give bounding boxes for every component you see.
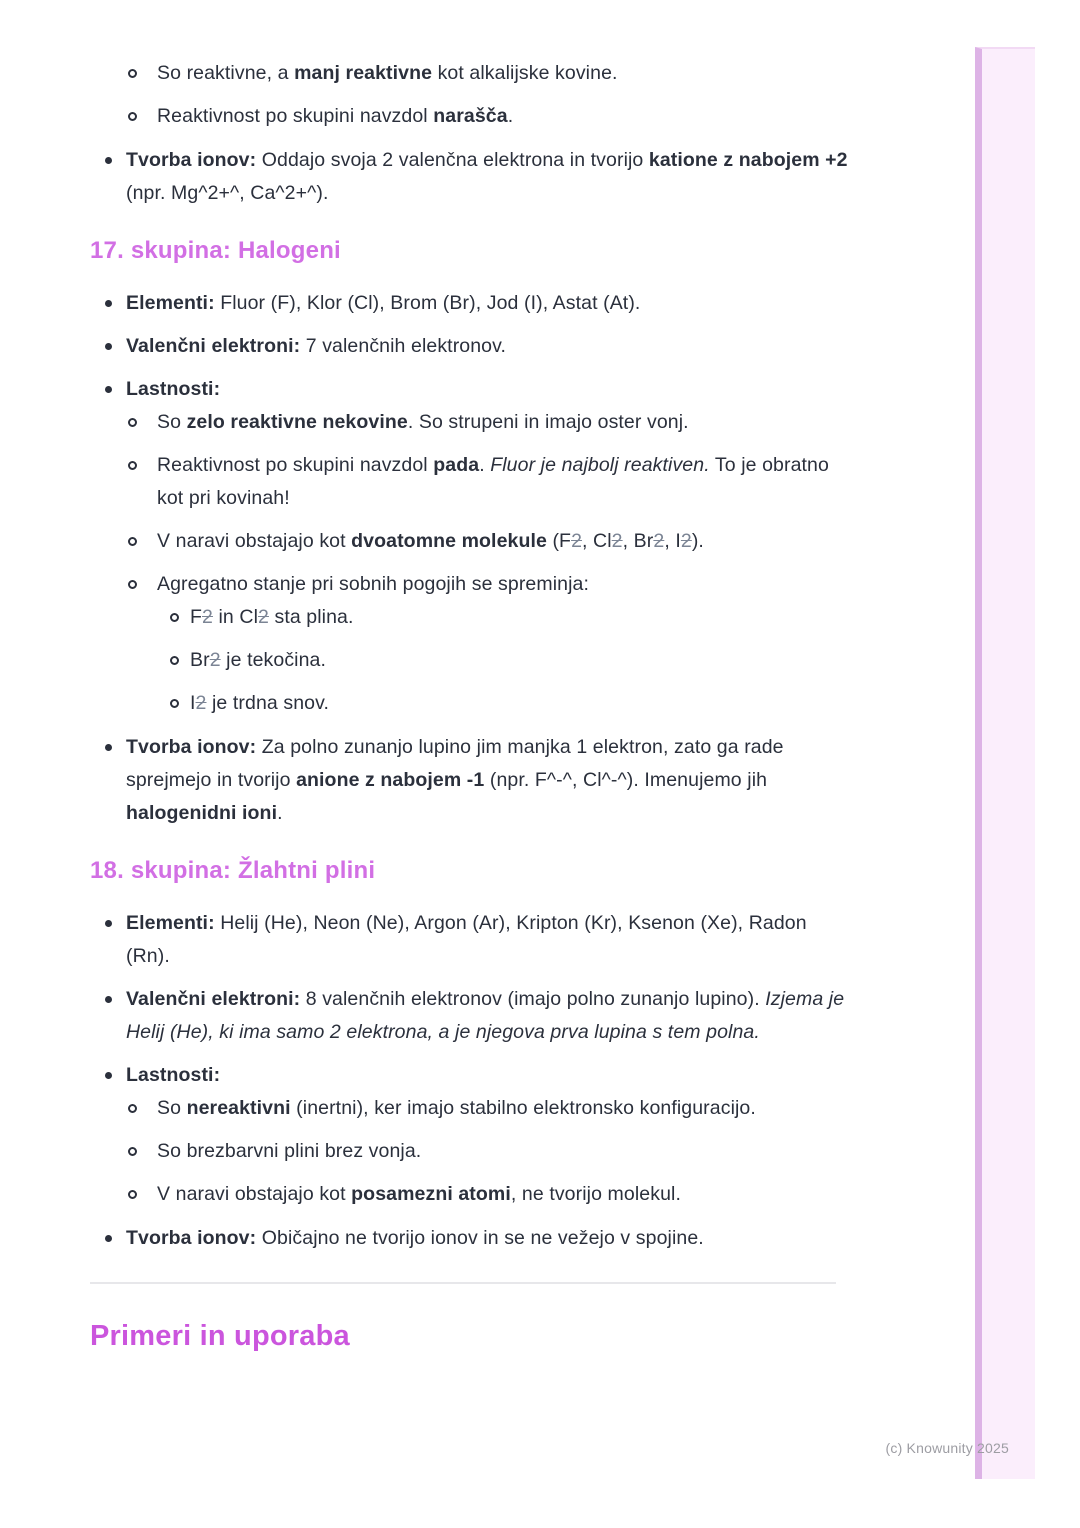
list-item xyxy=(90,144,852,210)
solid-dot-bullet-icon xyxy=(105,300,112,307)
list-item-text: V naravi obstajajo kot dvoatomne molekule (F2, Cl2, Br2, I2). xyxy=(157,530,704,552)
list-item xyxy=(90,1092,852,1125)
open-circle-bullet-icon xyxy=(128,537,137,546)
page-title-primeri-in-uporaba: Primeri in uporaba xyxy=(90,1320,350,1352)
copyright-watermark: (c) Knowunity 2025 xyxy=(885,1440,1009,1456)
list-item-text: Lastnosti: xyxy=(126,1064,221,1086)
open-circle-bullet-icon xyxy=(128,69,137,78)
list-item xyxy=(90,449,852,515)
decorative-sidebar xyxy=(975,47,1035,1479)
list-item-text: So nereaktivni (inertni), ker imajo stabilno elektronsko konfiguracijo. xyxy=(157,1097,756,1119)
list-item xyxy=(90,406,852,439)
list-item-text: Reaktivnost po skupini navzdol narašča. xyxy=(157,105,514,127)
list-item xyxy=(90,1178,852,1211)
list-item xyxy=(90,568,852,601)
solid-dot-bullet-icon xyxy=(105,1235,112,1242)
list-item-text: So zelo reaktivne nekovine. So strupeni in imajo oster vonj. xyxy=(157,411,689,433)
list-item xyxy=(90,373,852,406)
list-item-text: Tvorba ionov: Oddajo svoja 2 valenčna elektrona in tvorijo katione z nabojem +2 (npr. Mg^2+^, Ca^2+^). xyxy=(126,149,848,204)
section-heading-group-17: 17. skupina: Halogeni xyxy=(90,237,341,264)
list-item xyxy=(90,330,852,363)
open-circle-bullet-icon xyxy=(170,613,179,622)
solid-dot-bullet-icon xyxy=(105,744,112,751)
list-item-text: Agregatno stanje pri sobnih pogojih se spreminja: xyxy=(157,573,589,595)
open-circle-bullet-icon xyxy=(128,418,137,427)
list-item xyxy=(90,287,852,320)
solid-dot-bullet-icon xyxy=(105,343,112,350)
list-item-text: Valenčni elektroni: 8 valenčnih elektronov (imajo polno zunanjo lupino). Izjema je Helij (He), ki ima samo 2 elektrona, a je njegova prva lupina s tem polna. xyxy=(126,988,845,1043)
list-item xyxy=(90,1059,852,1092)
section-divider xyxy=(90,1282,836,1284)
list-item-text: Valenčni elektroni: 7 valenčnih elektronov. xyxy=(126,335,507,357)
solid-dot-bullet-icon xyxy=(105,920,112,927)
section-heading-group-18: 18. skupina: Žlahtni plini xyxy=(90,857,376,884)
list-item-text: So reaktivne, a manj reaktivne kot alkalijske kovine. xyxy=(157,62,618,84)
list-item-text: V naravi obstajajo kot posamezni atomi, ne tvorijo molekul. xyxy=(157,1183,681,1205)
list-item xyxy=(90,907,852,973)
list-item xyxy=(90,1135,852,1168)
list-item xyxy=(90,983,852,1049)
list-item xyxy=(90,687,852,720)
solid-dot-bullet-icon xyxy=(105,1072,112,1079)
open-circle-bullet-icon xyxy=(128,1190,137,1199)
solid-dot-bullet-icon xyxy=(105,157,112,164)
list-item xyxy=(90,601,852,634)
open-circle-bullet-icon xyxy=(128,112,137,121)
open-circle-bullet-icon xyxy=(128,461,137,470)
list-item xyxy=(90,525,852,558)
open-circle-bullet-icon xyxy=(128,1104,137,1113)
list-item-text: F2 in Cl2 sta plina. xyxy=(190,606,354,628)
list-item-text: Lastnosti: xyxy=(126,378,221,400)
list-item-text: Tvorba ionov: Običajno ne tvorijo ionov in se ne vežejo v spojine. xyxy=(126,1227,704,1249)
open-circle-bullet-icon xyxy=(128,580,137,589)
list-item-text: Reaktivnost po skupini navzdol pada. Fluor je najbolj reaktiven. To je obratno kot pri kovinah! xyxy=(157,454,829,509)
list-item xyxy=(90,1222,852,1255)
open-circle-bullet-icon xyxy=(170,699,179,708)
list-item-text: Br2 je tekočina. xyxy=(190,649,327,671)
open-circle-bullet-icon xyxy=(128,1147,137,1156)
list-item-text: Elementi: Fluor (F), Klor (Cl), Brom (Br), Jod (I), Astat (At). xyxy=(126,292,641,314)
list-item xyxy=(90,100,852,133)
list-item-text: Elementi: Helij (He), Neon (Ne), Argon (Ar), Kripton (Kr), Ksenon (Xe), Radon (Rn). xyxy=(126,912,807,967)
document-content xyxy=(90,57,852,1356)
list-item xyxy=(90,644,852,677)
solid-dot-bullet-icon xyxy=(105,996,112,1003)
list-item xyxy=(90,57,852,90)
list-item-text: I2 je trdna snov. xyxy=(190,692,330,714)
list-item-text: Tvorba ionov: Za polno zunanjo lupino jim manjka 1 elektron, zato ga rade sprejmejo in tvorijo anione z nabojem -1 (npr. F^-^, Cl^-^). Imenujemo jih halogenidni ioni. xyxy=(126,736,784,824)
open-circle-bullet-icon xyxy=(170,656,179,665)
list-item xyxy=(90,731,852,830)
solid-dot-bullet-icon xyxy=(105,386,112,393)
list-item-text: So brezbarvni plini brez vonja. xyxy=(157,1140,422,1162)
